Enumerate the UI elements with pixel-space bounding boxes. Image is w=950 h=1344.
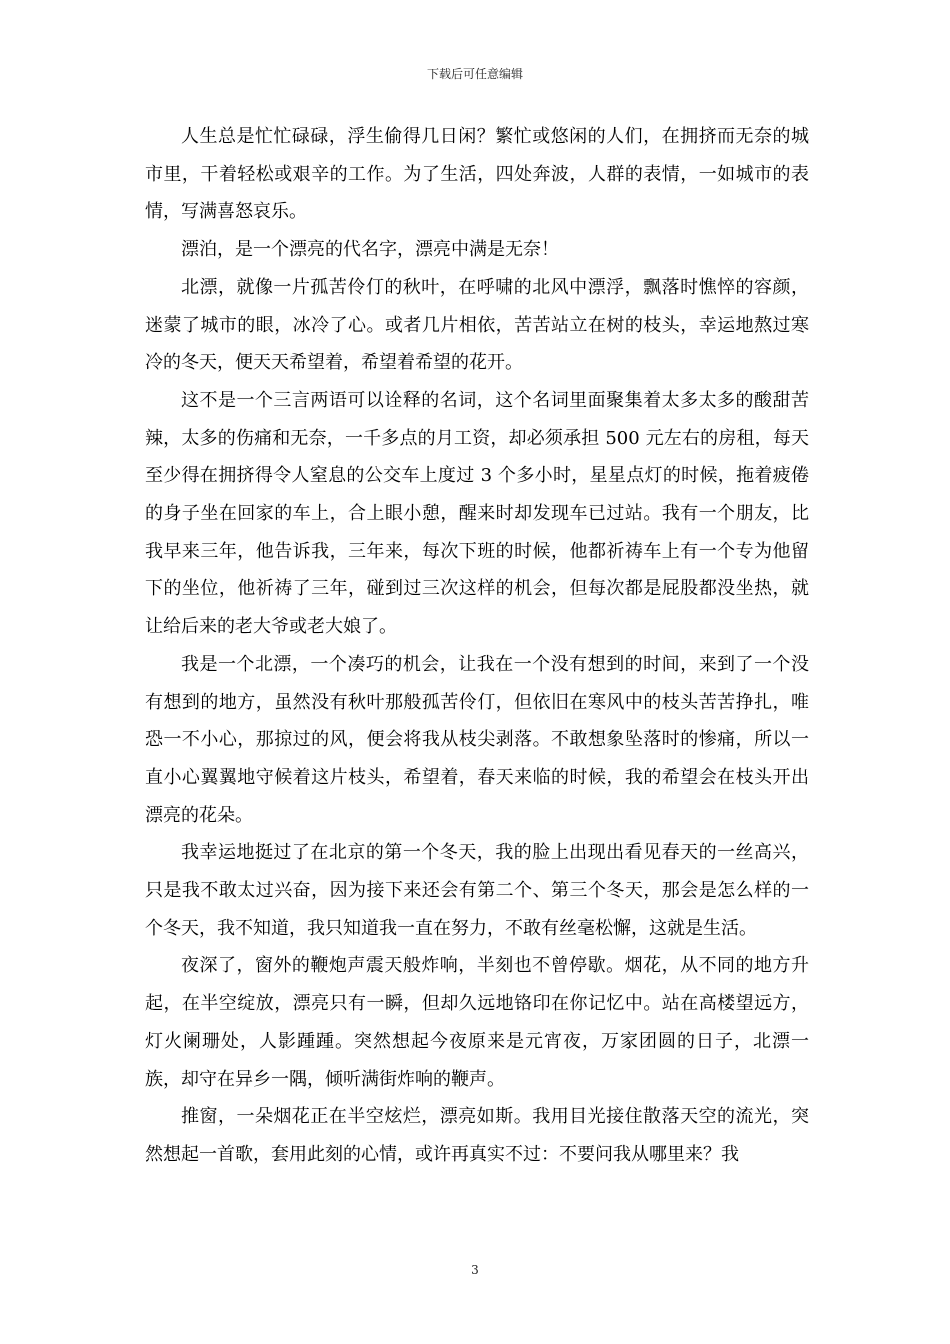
paragraph: 人生总是忙忙碌碌，浮生偷得几日闲？繁忙或悠闲的人们，在拥挤而无奈的城市里，干着轻松或艰辛的工作。为了生活，四处奔波，人群的表情，一如城市的表情，写满喜怒哀乐。 <box>145 126 809 223</box>
page-number: 3 <box>471 1263 479 1277</box>
paragraph: 推窗，一朵烟花正在半空炫烂，漂亮如斯。我用目光接住散落天空的流光，突然想起一首歌，套用此刻的心情，或许再真实不过：不要问我从哪里来？我 <box>145 1106 809 1165</box>
paragraph: 这不是一个三言两语可以诠释的名词，这个名词里面聚集着太多太多的酸甜苦辣，太多的伤痛和无奈，一千多点的月工资，却必须承担 500 元左右的房租，每天至少得在拥挤得令人窒息的公交车上度过 3 个多小时，星星点灯的时候，拖着疲倦的身子坐在回家的车上，合上眼小憩，醒来时却发现车已过站。我有一个朋友，比我早来三年，他告诉我，三年来，每次下班的时候，他都祈祷车上有一个专为他留下的坐位，他祈祷了三年，碰到过三次这样的机会，但每次都是屁股都没坐热，就让给后来的老大爷或老大娘了。 <box>145 389 809 638</box>
document-body <box>145 118 809 1174</box>
paragraph: 我幸运地挺过了在北京的第一个冬天，我的脸上出现出看见春天的一丝高兴，只是我不敢太过兴奋，因为接下来还会有第二个、第三个冬天，那会是怎么样的一个冬天，我不知道，我只知道我一直在努力，不敢有丝毫松懈，这就是生活。 <box>145 842 809 939</box>
paragraph: 漂泊，是一个漂亮的代名字，漂亮中满是无奈！ <box>181 239 559 261</box>
paragraph: 夜深了，窗外的鞭炮声震天般炸响，半刻也不曾停歇。烟花，从不同的地方升起，在半空绽放，漂亮只有一瞬，但却久远地铬印在你记忆中。站在高楼望远方，灯火阑珊处，人影踵踵。突然想起今夜原来是元宵夜，万家团圆的日子，北漂一族，却守在异乡一隅，倾听满街炸响的鞭声。 <box>145 955 809 1090</box>
paragraph: 我是一个北漂，一个凑巧的机会，让我在一个没有想到的时间，来到了一个没有想到的地方，虽然没有秋叶那般孤苦伶仃，但依旧在寒风中的枝头苦苦挣扎，唯恐一不小心，那掠过的风，便会将我从枝尖剥落。不敢想象坠落时的惨痛，所以一直小心翼翼地守候着这片枝头，希望着，春天来临的时候，我的希望会在枝头开出漂亮的花朵。 <box>145 653 809 826</box>
paragraph: 北漂，就像一片孤苦伶仃的秋叶，在呼啸的北风中漂浮，飘落时憔悴的容颜，迷蒙了城市的眼，冰冷了心。或者几片相依，苦苦站立在树的枝头，幸运地熬过寒冷的冬天，便天天希望着，希望着希望的花开。 <box>145 276 809 374</box>
page-header: 下载后可任意编辑 <box>426 67 523 81</box>
